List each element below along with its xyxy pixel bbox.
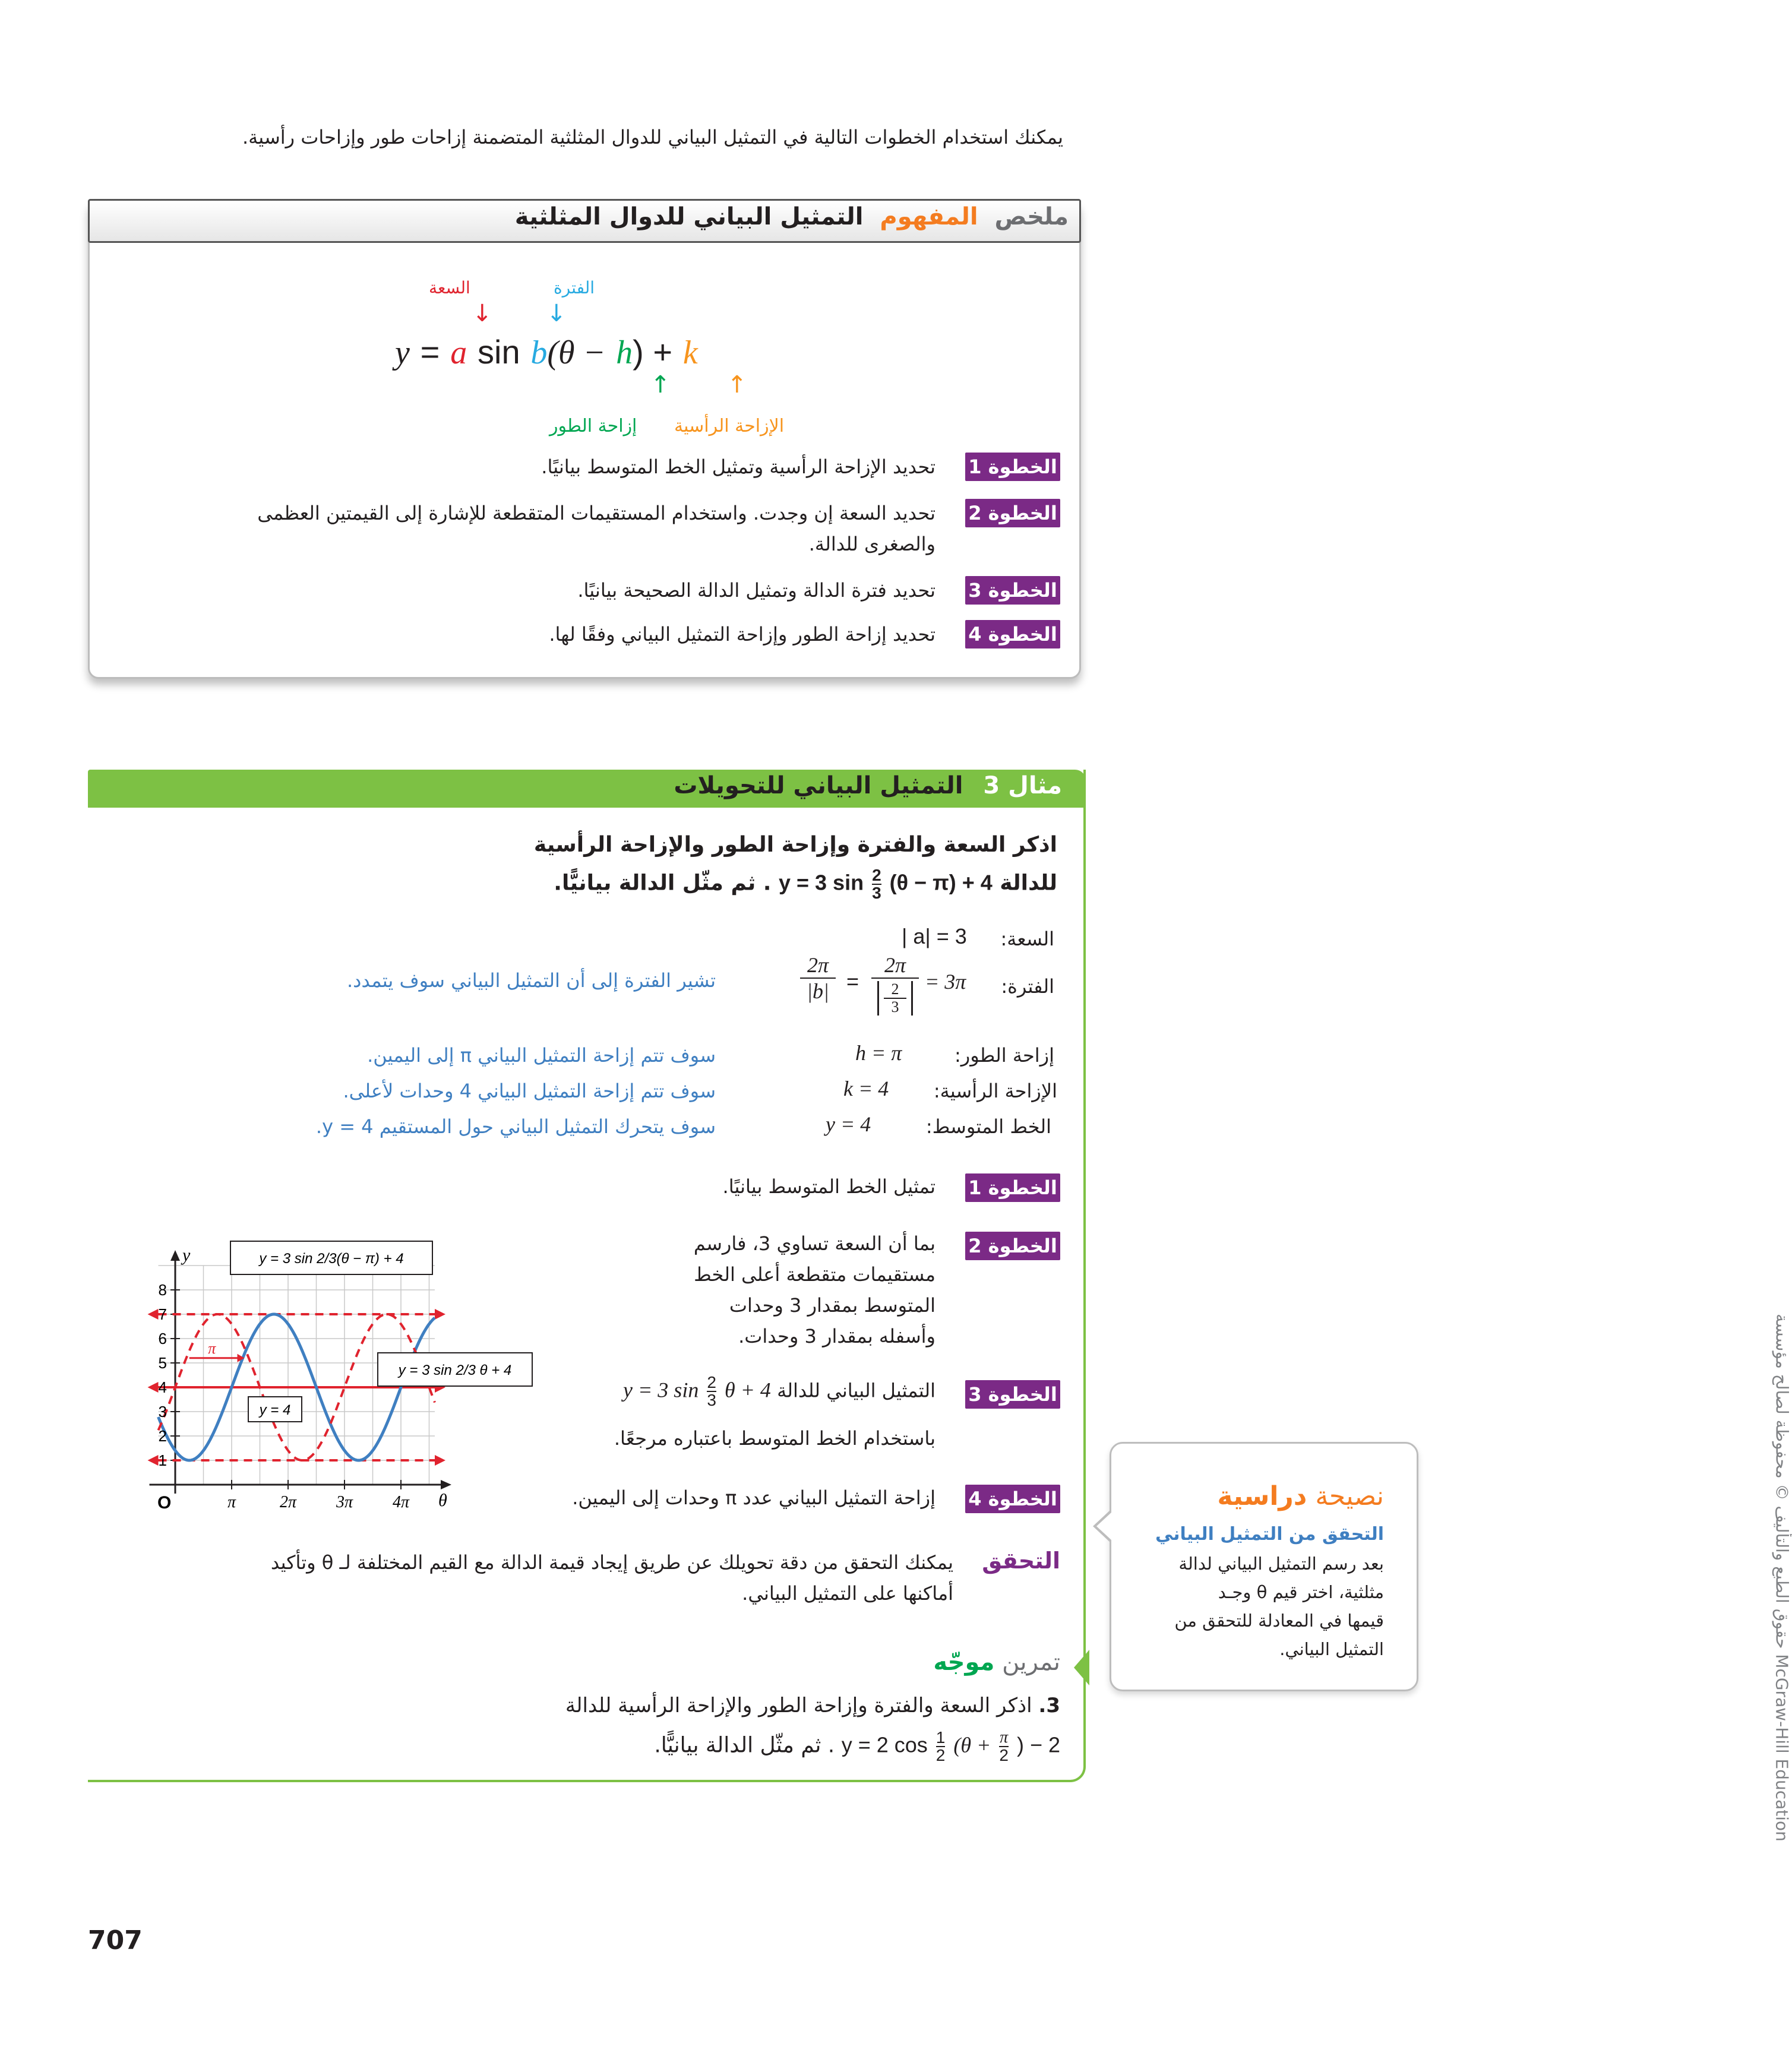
arrow-up-phase: ↑ <box>650 371 671 398</box>
concept-step2-text2: والصغرى للدالة. <box>808 533 935 555</box>
example-step2-line2: مستقيمات متقطعة أعلى الخط <box>694 1263 935 1286</box>
line-arrow-left-icon <box>148 1382 159 1393</box>
concept-step1-badge: الخطوة 1 <box>965 453 1060 481</box>
line-arrow-left-icon <box>148 1309 159 1320</box>
y-axis-arrow-icon <box>170 1250 180 1261</box>
period-label: الفترة: <box>1001 975 1054 998</box>
example-step2-line4: وأسفله بمقدار 3 وحدات. <box>738 1325 935 1347</box>
example-step1-text: تمثيل الخط المتوسط بيانيًا. <box>722 1175 935 1198</box>
y-tick-label: 2 <box>158 1427 167 1445</box>
x-axis-label: θ <box>438 1491 447 1510</box>
vertical-note: سوف تتم إزاحة التمثيل البياني 4 وحدات لأعلى. <box>343 1080 716 1102</box>
example-step3-badge: الخطوة 3 <box>965 1380 1060 1409</box>
study-tip-line3: قيمها في المعادلة للتحقق من <box>1174 1611 1384 1631</box>
example-step2-line1: بما أن السعة تساوي 3، فارسم <box>693 1232 935 1255</box>
guided-line2: y = 2 cos $\frac{1}{2}$ (θ + $\frac{\pi}{2}$ ) − 2 . ثم مثّل الدالة بيانيًّا. <box>654 1728 1060 1764</box>
line-arrow-right-icon <box>435 1309 445 1320</box>
period-note: تشير الفترة إلى أن التمثيل البياني سوف يتمدد. <box>347 969 716 992</box>
study-tip-line1: بعد رسم التمثيل البياني لدالة <box>1178 1554 1384 1574</box>
side-credit: حقوق الطبع والتأليف © محفوظة لصالح مؤسسة McGraw-Hill Education <box>1772 1314 1792 1842</box>
label-period: الفترة <box>554 278 595 298</box>
concept-summary-box <box>88 199 1081 679</box>
study-tip-subtitle: التحقق من التمثيل البياني <box>1155 1524 1384 1545</box>
example-label: مثال 3 <box>983 772 1062 799</box>
callout-shifted-function: y = 3 sin 2/3(θ − π) + 4 <box>259 1251 404 1267</box>
origin-label: O <box>157 1493 172 1513</box>
x-tick-label: 2π <box>279 1493 297 1511</box>
arrow-down-period: ↓ <box>546 300 567 327</box>
concept-step4-badge: الخطوة 4 <box>965 620 1060 649</box>
arrow-down-amplitude: ↓ <box>472 300 492 327</box>
check-label: التحقق <box>982 1548 1060 1574</box>
x-tick-label: π <box>227 1493 236 1511</box>
example-step3-line2: باستخدام الخط المتوسط باعتباره مرجعًا. <box>614 1427 935 1450</box>
x-axis-arrow-icon <box>441 1480 451 1489</box>
concept-step2-badge: الخطوة 2 <box>965 499 1060 527</box>
phase-label: إزاحة الطور: <box>955 1044 1054 1067</box>
example-title: التمثيل البياني للتحويلات <box>674 772 963 799</box>
vertical-label: الإزاحة الرأسية: <box>933 1080 1057 1102</box>
amplitude-label: السعة: <box>1000 928 1054 950</box>
guided-line1: 3. اذكر السعة والفترة وإزاحة الطور والإزاحة الرأسية للدالة <box>565 1694 1060 1717</box>
example-step1-badge: الخطوة 1 <box>965 1173 1060 1202</box>
label-phase-shift: إزاحة الطور <box>549 416 637 436</box>
y-tick-label: 5 <box>158 1354 167 1372</box>
label-amplitude: السعة <box>429 278 470 298</box>
phase-shift-label: π <box>208 1339 216 1357</box>
phase-note: سوف تتم إزاحة التمثيل البياني π إلى اليمين. <box>367 1044 716 1067</box>
example-header <box>88 770 1086 808</box>
study-tip-title: نصيحة دراسية <box>1217 1481 1384 1511</box>
y-tick-label: 7 <box>158 1305 167 1323</box>
example-step4-text: إزاحة التمثيل البياني عدد π وحدات إلى اليمين. <box>572 1486 935 1509</box>
example-step4-badge: الخطوة 4 <box>965 1485 1060 1513</box>
callout-midline: y = 4 <box>259 1402 291 1418</box>
callout-original-function: y = 3 sin 2/3 θ + 4 <box>398 1362 512 1378</box>
concept-title: التمثيل البياني للدوال المثلثية <box>514 203 864 230</box>
line-arrow-right-icon <box>435 1455 445 1466</box>
guided-label: تمرين موجّه <box>933 1649 1060 1676</box>
phase-value: h = π <box>855 1041 902 1065</box>
example-prompt-line2: للدالة y = 3 sin $\frac{2}{3}$ (θ − π) + 4 . ثم مثّل الدالة بيانيًّا. <box>554 866 1057 902</box>
y-tick-label: 6 <box>158 1330 167 1347</box>
concept-formula: y = a sin b(θ − h) + k <box>395 333 698 371</box>
guided-marker <box>1074 1650 1089 1685</box>
y-tick-label: 3 <box>158 1403 167 1421</box>
x-tick-label: 3π <box>336 1493 353 1511</box>
example-step3-line1: التمثيل البياني للدالة y = 3 sin $\frac{2}{3}$ θ + 4 <box>623 1373 935 1409</box>
label-vertical-shift: الإزاحة الرأسية <box>674 416 785 436</box>
midline-value: y = 4 <box>826 1112 871 1136</box>
concept-step2-text: تحديد السعة إن وجدت. واستخدام المستقيمات المتقطعة للإشارة إلى القيمتين العظمى <box>257 502 935 524</box>
page-number: 707 <box>88 1925 143 1956</box>
example-prompt-line1: اذكر السعة والفترة وإزاحة الطور والإزاحة الرأسية <box>533 833 1057 857</box>
example-step2-line3: المتوسط بمقدار 3 وحدات <box>729 1294 935 1317</box>
check-line2: أماكنها على التمثيل البياني. <box>742 1582 953 1605</box>
midline-note: سوف يتحرك التمثيل البياني حول المستقيم y = 4. <box>315 1115 716 1138</box>
intro-text: يمكنك استخدام الخطوات التالية في التمثيل البياني للدوال المثلثية المتضمنة إزاحات طور وإزاحات رأسية. <box>242 126 1063 148</box>
concept-step1-text: تحديد الإزاحة الرأسية وتمثيل الخط المتوسط بيانيًا. <box>541 455 935 478</box>
vertical-value: k = 4 <box>843 1077 889 1100</box>
study-tip-line2: مثلثية، اختر قيم θ وجـد <box>1218 1582 1384 1602</box>
arrow-up-vertical: ↑ <box>727 371 747 398</box>
concept-step3-text: تحديد فترة الدالة وتمثيل الدالة الصحيحة بيانيًا. <box>577 579 935 602</box>
concept-step3-badge: الخطوة 3 <box>965 576 1060 605</box>
y-tick-label: 8 <box>158 1281 167 1299</box>
check-line1: يمكنك التحقق من دقة تحويلك عن طريق إيجاد قيمة الدالة مع القيم المختلفة لـ θ وتأكيد <box>270 1551 953 1574</box>
concept-header <box>88 199 1081 243</box>
amplitude-value: | a| = 3 <box>902 924 967 948</box>
study-tip-line4: التمثيل البياني. <box>1279 1639 1384 1659</box>
line-arrow-left-icon <box>148 1455 159 1466</box>
summary-label: ملخص <box>994 203 1069 230</box>
y-tick-label: 1 <box>158 1451 167 1469</box>
period-formula: 2π |b| = 2π 2 3 = 3π <box>793 953 1042 1036</box>
y-axis-label: y <box>182 1245 191 1265</box>
example-step2-badge: الخطوة 2 <box>965 1232 1060 1260</box>
midline-label: الخط المتوسط: <box>925 1115 1051 1138</box>
y-tick-label: 4 <box>158 1378 167 1396</box>
x-tick-label: 4π <box>392 1493 410 1511</box>
transformation-graph <box>113 1223 541 1532</box>
concept-label: المفهوم <box>880 203 978 230</box>
concept-step4-text: تحديد إزاحة الطور وإزاحة التمثيل البياني وفقًا لها. <box>549 623 935 646</box>
